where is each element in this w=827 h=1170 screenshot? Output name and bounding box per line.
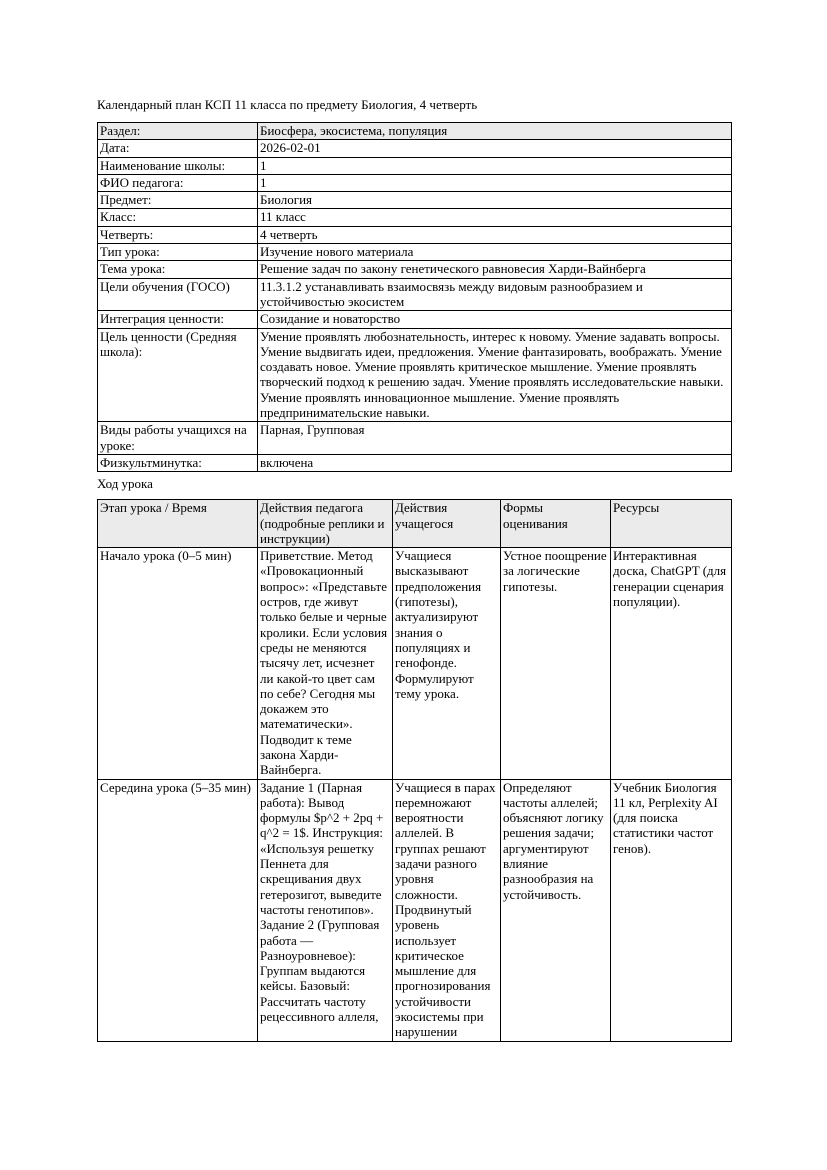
teacher-actions-cell: Задание 1 (Парная работа): Вывод формулы $p^2 + 2pq + q^2 = 1$. Инструкция: «Используя решетку Пеннета для скрещивания двух гетерозигот, выведите частоты генотипов». Задание 2 (Групповая работа — Разноуровневое): Группам выдаются кейсы. Базовый: Рассчитать частоту рецессивного аллеля, [258, 779, 393, 1041]
resources-cell: Интерактивная доска, ChatGPT (для генерации сценария популяции). [611, 548, 732, 779]
table-row [98, 311, 732, 328]
stage-cell: Середина урока (5–35 мин) [98, 779, 258, 1041]
table-header-row [98, 500, 732, 548]
row-value: 11 класс [258, 209, 732, 226]
column-header-resources: Ресурсы [611, 500, 732, 548]
row-value: Биология [258, 192, 732, 209]
row-value: Биосфера, экосистема, популяция [258, 123, 732, 140]
assessment-cell: Устное поощрение за логические гипотезы. [501, 548, 611, 779]
row-value: Парная, Групповая [258, 422, 732, 455]
row-value: включена [258, 454, 732, 471]
table-row [98, 422, 732, 455]
page-title: Календарный план КСП 11 класса по предмету Биология, 4 четверть [97, 97, 478, 112]
row-label: ФИО педагога: [98, 174, 258, 191]
table-row [98, 244, 732, 261]
document-content [97, 97, 731, 1042]
row-value: 4 четверть [258, 226, 732, 243]
row-label: Физкультминутка: [98, 454, 258, 471]
table-row [98, 454, 732, 471]
row-value: Созидание и новаторство [258, 311, 732, 328]
row-label: Тип урока: [98, 244, 258, 261]
table-row [98, 174, 732, 191]
row-label: Тема урока: [98, 261, 258, 278]
column-header-teacher-actions: Действия педагога (подробные реплики и инструкции) [258, 500, 393, 548]
table-row [98, 209, 732, 226]
row-value: Решение задач по закону генетического равновесия Харди-Вайнберга [258, 261, 732, 278]
stage-cell: Начало урока (0–5 мин) [98, 548, 258, 779]
row-value: Изучение нового материала [258, 244, 732, 261]
row-label: Предмет: [98, 192, 258, 209]
table-row [98, 779, 732, 1041]
row-label: Интеграция ценности: [98, 311, 258, 328]
row-label: Класс: [98, 209, 258, 226]
row-value: 11.3.1.2 устанавливать взаимосвязь между видовым разнообразием и устойчивостью экосистем [258, 278, 732, 311]
lesson-flow-heading: Ход урока [97, 476, 153, 492]
row-label: Наименование школы: [98, 157, 258, 174]
column-header-student-actions: Действия учащегося [393, 500, 501, 548]
assessment-cell: Определяют частоты аллелей; объясняют логику решения задачи; аргументируют влияние разнообразия на устойчивость. [501, 779, 611, 1041]
table-row [98, 548, 732, 779]
column-header-stage: Этап урока / Время [98, 500, 258, 548]
column-header-assessment: Формы оценивания [501, 500, 611, 548]
table-row [98, 328, 732, 422]
row-label: Цели обучения (ГОСО) [98, 278, 258, 311]
row-label: Раздел: [98, 123, 258, 140]
table-row [98, 123, 732, 140]
resources-cell: Учебник Биология 11 кл, Perplexity AI (для поиска статистики частот генов). [611, 779, 732, 1041]
row-label: Цель ценности (Средняя школа): [98, 328, 258, 422]
table-row [98, 192, 732, 209]
table-row [98, 140, 732, 157]
row-value: 2026-02-01 [258, 140, 732, 157]
row-label: Виды работы учащихся на уроке: [98, 422, 258, 455]
teacher-actions-cell: Приветствие. Метод «Провокационный вопрос»: «Представьте остров, где живут только белые и черные кролики. Если условия среды не меняются тысячу лет, исчезнет ли какой-то цвет сам по себе? Сегодня мы докажем это математически». Подводит к теме закона Харди-Вайнберга. [258, 548, 393, 779]
table-row [98, 226, 732, 243]
row-value: 1 [258, 174, 732, 191]
student-actions-cell: Учащиеся высказывают предположения (гипотезы), актуализируют знания о популяциях и генофонде. Формулируют тему урока. [393, 548, 501, 779]
lesson-flow-table [97, 499, 732, 1041]
row-label: Четверть: [98, 226, 258, 243]
row-label: Дата: [98, 140, 258, 157]
row-value: 1 [258, 157, 732, 174]
lesson-info-table [97, 122, 732, 472]
row-value: Умение проявлять любознательность, интерес к новому. Умение задавать вопросы. Умение выдвигать идеи, предложения. Умение фантазировать, воображать. Умение создавать новое. Умение проявлять критическое мышление. Умение проявлять творческий подход к решению задач. Умение проявлять исследовательские навыки. Умение проявлять инновационное мышление. Умение проявлять предпринимательские навыки. [258, 328, 732, 422]
table-row [98, 157, 732, 174]
student-actions-cell: Учащиеся в парах перемножают вероятности аллелей. В группах решают задачи разного уровня сложности. Продвинутый уровень использует критическое мышление для прогнозирования устойчивости экосистемы при нарушении [393, 779, 501, 1041]
table-row [98, 278, 732, 311]
table-row [98, 261, 732, 278]
